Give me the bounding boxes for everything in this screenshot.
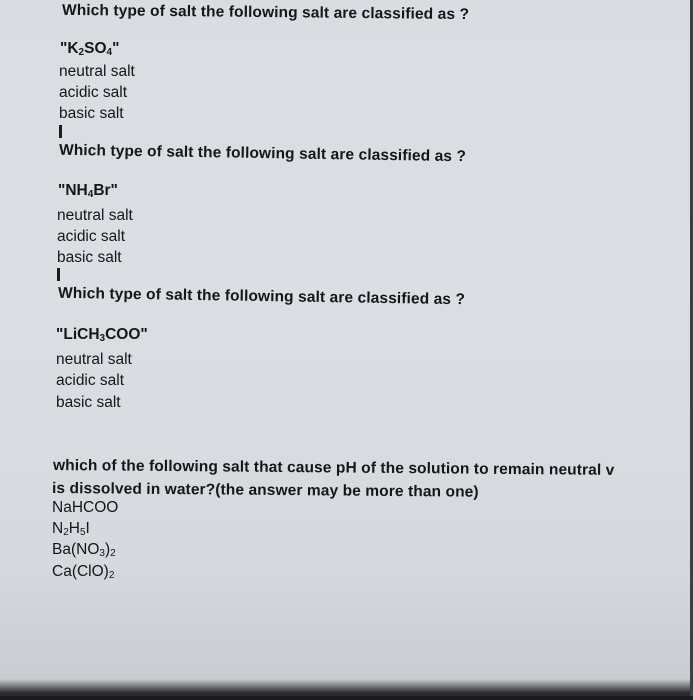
q1-option-basic[interactable]: basic salt	[59, 105, 124, 122]
text-cursor-icon	[57, 268, 60, 281]
q4-option-n2h5i[interactable]: $N_2H_5I$	[52, 520, 90, 538]
q4-option-nahcoo[interactable]: NaHCOO	[52, 499, 119, 516]
question-4-line-1: which of the following salt that cause pH of the solution to remain neutral v	[52, 457, 615, 479]
q3-option-acidic[interactable]: acidic salt	[56, 372, 125, 389]
question-2: Which type of salt the following salt are classified as ?	[58, 141, 467, 166]
q4-option-ba-no3-2[interactable]: $Ba(NO_3)_2$	[52, 541, 116, 559]
formula-1: "$K_2SO_4$"	[60, 40, 120, 58]
q2-option-basic[interactable]: basic salt	[57, 249, 122, 266]
question-3: Which type of salt the following salt are classified as ?	[57, 284, 466, 309]
q1-option-acidic[interactable]: acidic salt	[59, 84, 128, 101]
screen-edge-bottom	[0, 696, 693, 700]
q2-option-neutral[interactable]: neutral salt	[57, 207, 133, 224]
formula-3: "LiCH$_3$COO"	[56, 326, 148, 344]
q1-option-neutral[interactable]: neutral salt	[59, 63, 135, 80]
q3-option-neutral[interactable]: neutral salt	[56, 351, 132, 368]
formula-2: "$NH_4Br$"	[58, 182, 118, 200]
q4-option-ca-clo-2[interactable]: $Ca(ClO)_2$	[52, 563, 115, 581]
question-1: Which type of salt the following salt are classified as ?	[61, 1, 470, 24]
text-cursor-icon	[59, 125, 62, 138]
question-4-line-2: is dissolved in water?(the answer may be more than one)	[51, 480, 479, 501]
q3-option-basic[interactable]: basic salt	[56, 394, 121, 411]
q2-option-acidic[interactable]: acidic salt	[57, 228, 126, 245]
